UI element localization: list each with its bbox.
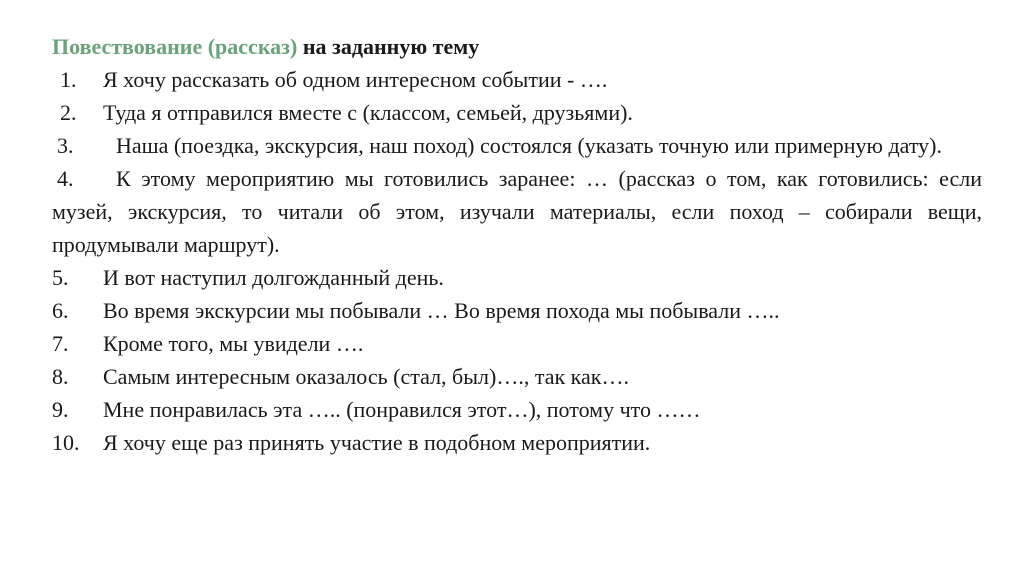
list-item xyxy=(52,360,982,393)
item-text: Наша (поездка, экскурсия, наш поход) состоялся (указать точную или примерную дату). xyxy=(116,133,942,158)
item-text: Туда я отправился вместе с (классом, семьей, друзьями). xyxy=(103,100,633,125)
heading-rest: на заданную тему xyxy=(297,34,480,59)
item-text: Мне понравилась эта ….. (понравился этот…), потому что …… xyxy=(103,397,701,422)
list-item xyxy=(52,261,982,294)
item-text: Самым интересным оказалось (стал, был)…., так как…. xyxy=(103,364,629,389)
item-number: 5. xyxy=(52,265,69,290)
item-text: Кроме того, мы увидели …. xyxy=(103,331,364,356)
list-item xyxy=(52,96,982,129)
item-text: Во время экскурсии мы побывали … Во время похода мы побывали ….. xyxy=(103,298,780,323)
item-text: И вот наступил долгожданный день. xyxy=(103,265,444,290)
slide-heading xyxy=(52,30,982,63)
item-number: 8. xyxy=(52,364,69,389)
item-text: Я хочу еще раз принять участие в подобном мероприятии. xyxy=(103,430,651,455)
text-body xyxy=(52,30,982,459)
item-number: 10. xyxy=(52,430,80,455)
item-number: 1. xyxy=(60,67,77,92)
item-number: 7. xyxy=(52,331,69,356)
item-text: Я хочу рассказать об одном интересном событии - …. xyxy=(103,67,608,92)
item-number: 6. xyxy=(52,298,69,323)
item-number: 4. xyxy=(57,166,74,191)
list-item xyxy=(52,426,982,459)
list-item xyxy=(52,327,982,360)
heading-accent: Повествование (рассказ) xyxy=(52,34,298,59)
list-item xyxy=(52,162,982,261)
list-item xyxy=(52,63,982,96)
list-item xyxy=(52,294,982,327)
item-number: 3. xyxy=(57,133,74,158)
item-number: 9. xyxy=(52,397,69,422)
item-text: К этому мероприятию мы готовились заранее: … (рассказ о том, как готовились: если музей, экскурсия, то читали об этом, изучали материалы, если поход – собирали вещи, продумывали маршрут). xyxy=(52,166,982,257)
list-item xyxy=(52,129,982,162)
item-number: 2. xyxy=(60,100,77,125)
list-item xyxy=(52,393,982,426)
